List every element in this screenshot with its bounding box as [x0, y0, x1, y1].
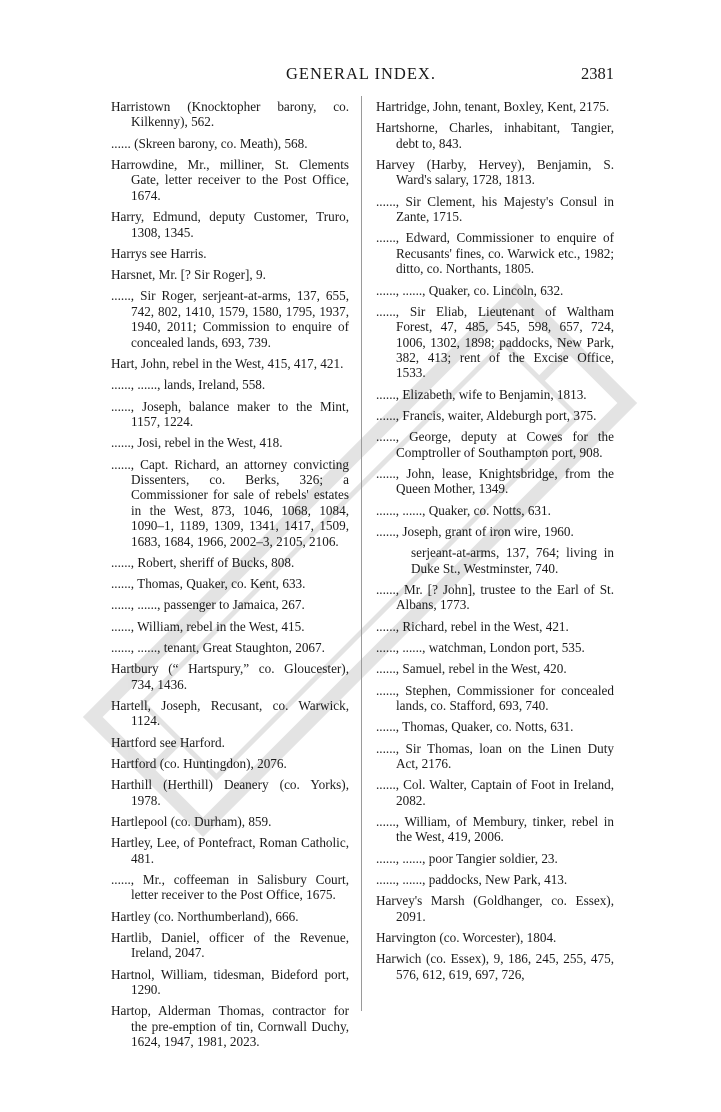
index-entry: ......, Edward, Commissioner to enquire of Recusants' fines, co. Warwick etc., 1982; ditto, co. Northants, 1805. — [376, 230, 614, 277]
index-entry: ......, Elizabeth, wife to Benjamin, 1813. — [376, 386, 587, 402]
index-entry: ......, Mr. [? John], trustee to the Earl of St. Albans, 1773. — [376, 582, 614, 613]
index-entry: ......, Francis, waiter, Aldeburgh port, 375. — [376, 408, 597, 424]
index-entry: ......, ......, paddocks, New Park, 413. — [376, 872, 568, 888]
page-header — [108, 64, 614, 88]
index-entry: ......, George, deputy at Cowes for the Comptroller of Southampton port, 908. — [376, 429, 614, 460]
index-entry: Hartlepool (co. Durham), 859. — [111, 814, 272, 830]
left-column — [111, 99, 349, 1056]
index-entry: ......, John, lease, Knightsbridge, from the Queen Mother, 1349. — [376, 466, 614, 497]
index-entry: serjeant-at-arms, 137, 764; living in Duke St., Westminster, 740. — [411, 545, 614, 576]
column-divider — [361, 96, 362, 1011]
page-number: 2381 — [581, 64, 614, 83]
index-entry: ......, Thomas, Quaker, co. Notts, 631. — [376, 719, 574, 735]
index-entry: ......, William, of Membury, tinker, rebel in the West, 419, 2006. — [376, 814, 614, 845]
index-entry: ......, William, rebel in the West, 415. — [111, 618, 305, 634]
index-entry: Hartley, Lee, of Pontefract, Roman Catholic, 481. — [111, 835, 349, 866]
index-entry: Harristown (Knocktopher barony, co. Kilkenny), 562. — [111, 99, 349, 130]
index-entry: Hartop, Alderman Thomas, contractor for the pre-emption of tin, Cornwall Duchy, 1624, 1947, 1981, 2023. — [111, 1003, 349, 1050]
index-entry: Hartlib, Daniel, officer of the Revenue, Ireland, 2047. — [111, 930, 349, 961]
right-column — [376, 99, 614, 988]
index-entry: Harrys see Harris. — [111, 245, 207, 261]
index-entry: Hartford see Harford. — [111, 734, 225, 750]
index-entry: Harry, Edmund, deputy Customer, Truro, 1308, 1345. — [111, 209, 349, 240]
index-entry: ......, Capt. Richard, an attorney convicting Dissenters, co. Berks, 326; a Commissioner for sale of rebels' estates in the West, 873, 1046, 1068, 1084, 1090–1, 1189, 1309, 1341, 1417, 1509, 1683, 1684, 1966, 2002–3, 2105, 2106. — [111, 456, 349, 549]
index-entry: ......, ......, lands, Ireland, 558. — [111, 377, 266, 393]
index-entry: ......, Sir Thomas, loan on the Linen Duty Act, 2176. — [376, 740, 614, 772]
index-entry: Harthill (Herthill) Deanery (co. Yorks), 1978. — [111, 777, 349, 808]
index-entry: Hartford (co. Huntingdon), 2076. — [111, 756, 287, 772]
index-entry: ......, Samuel, rebel in the West, 420. — [376, 661, 567, 677]
index-entry: ......, Sir Eliab, Lieutenant of Waltham Forest, 47, 485, 545, 598, 657, 724, 1006, 1302, 1898; paddocks, New Park, 382, 413; rent of the Excise Office, 1533. — [376, 303, 614, 381]
index-entry: Hartshorne, Charles, inhabitant, Tangier, debt to, 843. — [376, 120, 614, 151]
index-entry: ......, ......, tenant, Great Staughton, 2067. — [111, 640, 325, 656]
index-entry: Harvington (co. Worcester), 1804. — [376, 930, 557, 946]
index-entry: ......, Col. Walter, Captain of Foot in Ireland, 2082. — [376, 777, 614, 808]
index-entry: ......, ......, watchman, London port, 535. — [376, 640, 585, 656]
index-entry: Hart, John, rebel in the West, 415, 417, 421. — [111, 355, 344, 371]
index-entry: ......, Sir Clement, his Majesty's Consul in Zante, 1715. — [376, 193, 614, 225]
index-entry: ......, Mr., coffeeman in Salisbury Court, letter receiver to the Post Office, 1675. — [111, 872, 349, 903]
index-entry: ......, ......, passenger to Jamaica, 267. — [111, 597, 305, 613]
index-entry: Hartell, Joseph, Recusant, co. Warwick, 1124. — [111, 698, 349, 729]
index-entry: Harsnet, Mr. [? Sir Roger], 9. — [111, 267, 266, 283]
index-entry: ......, Richard, rebel in the West, 421. — [376, 618, 569, 634]
index-entry: Harrowdine, Mr., milliner, St. Clements Gate, letter receiver to the Post Office, 1674. — [111, 157, 349, 203]
index-entry: Hartridge, John, tenant, Boxley, Kent, 2175. — [376, 99, 610, 114]
running-title: GENERAL INDEX. — [286, 64, 436, 83]
index-entry: ...... (Skreen barony, co. Meath), 568. — [111, 135, 308, 151]
index-entry: Harwich (co. Essex), 9, 186, 245, 255, 475, 576, 612, 619, 697, 726, — [376, 951, 614, 982]
index-entry: Hartley (co. Northumberland), 666. — [111, 908, 299, 924]
index-entry: ......, ......, poor Tangier soldier, 23. — [376, 850, 558, 866]
index-entry: ......, Joseph, balance maker to the Mint, 1157, 1224. — [111, 398, 349, 429]
index-entry: ......, Thomas, Quaker, co. Kent, 633. — [111, 576, 306, 592]
index-entry: ......, ......, Quaker, co. Lincoln, 632. — [376, 282, 564, 298]
index-entry: ......, Joseph, grant of iron wire, 1960. — [376, 524, 574, 540]
index-entry: ......, Robert, sheriff of Bucks, 808. — [111, 554, 295, 570]
index-entry: ......, Josi, rebel in the West, 418. — [111, 435, 283, 451]
index-entry: ......, Sir Roger, serjeant-at-arms, 137, 655, 742, 802, 1410, 1579, 1580, 1795, 1937, 1940, 2011; Commission to enquire of concealed lands, 693, 739. — [111, 288, 349, 350]
index-entry: ......, ......, Quaker, co. Notts, 631. — [376, 502, 551, 518]
index-entry: Hartnol, William, tidesman, Bideford port, 1290. — [111, 966, 349, 998]
index-entry: Harvey's Marsh (Goldhanger, co. Essex), 2091. — [376, 893, 614, 924]
index-entry: ......, Stephen, Commissioner for concealed lands, co. Stafford, 693, 740. — [376, 682, 614, 714]
index-entry: Hartbury (“ Hartspury,” co. Gloucester), 734, 1436. — [111, 661, 349, 692]
index-entry: Harvey (Harby, Hervey), Benjamin, S. Ward's salary, 1728, 1813. — [376, 157, 614, 188]
